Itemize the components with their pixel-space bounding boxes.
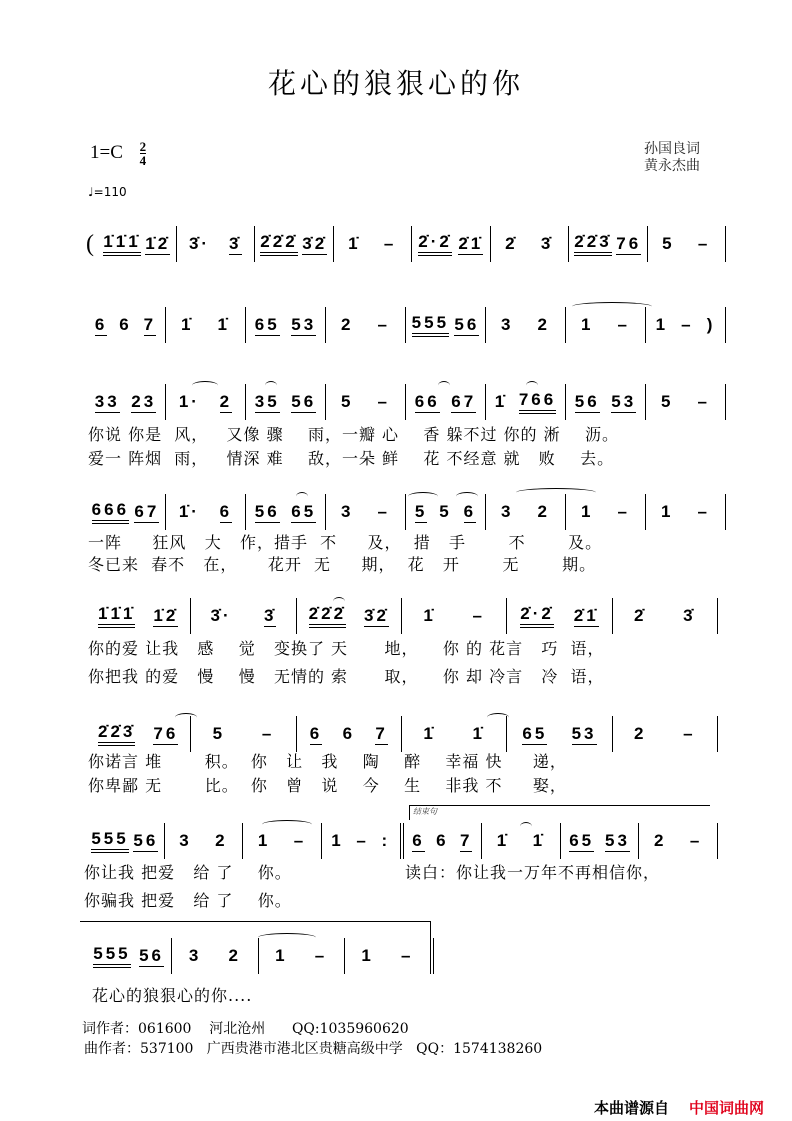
measure: [191, 716, 296, 752]
dash-extension: –: [683, 724, 696, 743]
lyrics-verse-1: 一阵 狂风 大 作，措手 不 及， 措 手 不 及。: [88, 533, 603, 552]
dash-extension: –: [617, 502, 630, 521]
note-group: 1̇2̇: [153, 605, 179, 625]
lyricist-credit: 孙国良词: [644, 141, 700, 157]
note-group: 3̇: [683, 606, 696, 625]
measure: [86, 938, 172, 974]
lyrics-verse-2: 你骗我 把爱 给 了 你。: [84, 891, 292, 910]
lyricist-info: 词作者：061600 河北沧州 QQ:1035960620: [82, 1021, 409, 1037]
note-group: 1: [257, 831, 271, 850]
measure: [297, 716, 402, 752]
staff-4: [86, 494, 726, 530]
note-group: 6: [94, 314, 108, 334]
tempo-marking: ♩=110: [88, 185, 127, 199]
note-group: 56: [254, 501, 280, 521]
note-group: 3̇: [229, 233, 242, 253]
measure: [246, 384, 326, 420]
note-group: 2: [633, 724, 647, 743]
measure: [86, 307, 166, 343]
note-group: 2: [341, 315, 354, 334]
staff-5: [86, 598, 718, 634]
measure: [561, 823, 640, 859]
note-group: 1: [655, 315, 669, 334]
song-title: 花心的狼狠心的你: [267, 67, 524, 100]
measure: [86, 384, 166, 420]
note-group: 76: [616, 233, 642, 253]
lyrics-verse-1: 你的爱 让我 感 觉 变换了 天 地， 你 的 花言 巧 语，: [88, 639, 605, 658]
note-group: 3: [188, 946, 202, 965]
measure: [646, 307, 726, 343]
slur-mark: [296, 492, 308, 501]
measure: [246, 307, 326, 343]
measure: [491, 226, 570, 262]
staff-8: [86, 938, 434, 974]
note-group: 3: [501, 315, 514, 334]
note-group: 6: [412, 830, 425, 850]
spoken-line: 读白：你让我一万年不再相信你，: [405, 863, 661, 882]
note-group: 23: [131, 391, 157, 411]
note-group: 2̇·2̇: [520, 604, 554, 628]
time-denominator: 4: [139, 153, 147, 168]
dash-extension: –: [377, 315, 390, 334]
repeat-paren: (: [86, 230, 94, 257]
note-group: 53: [611, 391, 637, 411]
dash-extension: –: [697, 234, 711, 253]
staff-1: [86, 226, 726, 262]
note-group: 7: [143, 314, 157, 334]
dash-extension: –: [697, 502, 710, 521]
note-group: 2̇·2̇: [418, 232, 452, 256]
note-group: 1: [661, 502, 674, 521]
note-group: 2: [654, 831, 667, 850]
note-group: 2: [219, 391, 233, 411]
measure: [98, 226, 177, 262]
composer-credit: 黄永杰曲: [644, 158, 700, 174]
note-group: 1: [361, 946, 374, 965]
slur-mark: [175, 713, 197, 722]
measure: [345, 938, 434, 974]
note-group: 3̇2̇: [302, 233, 328, 253]
note-group: 65: [291, 501, 317, 521]
note-group: 2̇2̇2̇: [260, 232, 297, 256]
measure: [486, 494, 566, 530]
dash-extension: –: [293, 831, 307, 850]
note-group: 5: [414, 501, 428, 521]
note-group: 666: [92, 500, 129, 524]
measure: [613, 598, 718, 634]
tie-mark: [572, 302, 652, 311]
measure: [402, 598, 507, 634]
measure: [322, 823, 404, 859]
note-group: 1̇1̇1̇: [103, 232, 140, 256]
measure: [569, 226, 648, 262]
measure: [566, 384, 646, 420]
note-group: 56: [574, 391, 600, 411]
measure: [166, 494, 246, 530]
measure: [191, 598, 296, 634]
source-watermark: [594, 1097, 764, 1118]
note-group: ): [706, 315, 716, 334]
measure: [566, 494, 646, 530]
key-signature: [90, 140, 146, 167]
measure: [507, 598, 612, 634]
measure: [507, 716, 612, 752]
slur-mark: [487, 713, 509, 722]
lyrics-verse-2: 爱一 阵烟 雨， 情深 难 敌，一朵 鲜 花 不经意 就 败 去。: [88, 449, 615, 468]
measure: [404, 823, 483, 859]
note-group: 53: [605, 830, 630, 850]
note-group: 6: [119, 315, 132, 334]
tie-mark: [262, 820, 312, 829]
note-group: 65: [254, 314, 280, 334]
measure: [297, 598, 402, 634]
measure: [165, 823, 244, 859]
note-group: 2̇: [505, 234, 518, 253]
note-group: 67: [451, 391, 477, 411]
note-group: 766: [519, 390, 556, 414]
slur-mark: [526, 381, 538, 390]
note-group: 3̇·: [188, 234, 211, 253]
note-group: 555: [91, 829, 128, 853]
note-group: 56: [291, 391, 317, 411]
measure: [166, 307, 246, 343]
note-group: 3̇: [263, 605, 277, 625]
dash-extension: –: [383, 234, 397, 253]
note-group: 1̇1̇1̇: [98, 604, 135, 628]
note-group: 3̇·: [210, 606, 232, 625]
dash-extension: –: [697, 392, 710, 411]
note-group: 7: [375, 723, 388, 743]
measure: [566, 307, 646, 343]
note-group: 2: [537, 502, 550, 521]
note-group: 35: [254, 391, 280, 411]
note-group: 5: [662, 234, 675, 253]
note-group: 1̇: [348, 234, 361, 253]
note-group: 555: [412, 313, 449, 337]
note-group: 5: [439, 502, 452, 521]
note-group: 2: [215, 831, 228, 850]
measure: [646, 384, 726, 420]
measure: [486, 307, 566, 343]
key: 1=C: [90, 141, 123, 163]
note-group: 3̇2̇: [364, 605, 389, 625]
measure: [334, 226, 413, 262]
measure: [648, 226, 727, 262]
ending-bracket: [409, 805, 710, 820]
measure: [86, 598, 191, 634]
dash-extension: –: [314, 946, 328, 965]
lyrics-verse-2: 你把我 的爱 慢 慢 无情的 索 取， 你 却 冷言 冷 语，: [88, 667, 605, 686]
slur-mark: [438, 381, 450, 390]
dash-extension: –: [356, 831, 369, 850]
measure: [613, 716, 718, 752]
note-group: 2̇2̇3̇: [574, 232, 611, 256]
note-group: 2: [228, 946, 241, 965]
measure: [326, 384, 406, 420]
note-group: 6: [463, 501, 477, 521]
note-group: 555: [93, 944, 130, 968]
note-group: 1̇: [217, 315, 230, 334]
credits: [644, 141, 700, 175]
note-group: 33: [94, 391, 120, 411]
measure: [646, 494, 726, 530]
slur-mark: [408, 492, 438, 501]
note-group: 1̇: [532, 831, 546, 850]
measure: [246, 494, 326, 530]
time-numerator: 2: [139, 139, 147, 154]
note-group: 2̇1̇: [458, 233, 484, 253]
dash-extension: –: [472, 606, 485, 625]
dash-extension: –: [617, 315, 630, 334]
note-group: 3: [501, 502, 514, 521]
lyrics-verse-2: 你卑鄙 无 比。 你 曾 说 今 生 非我 不 娶，: [88, 776, 567, 795]
slur-mark: [520, 822, 532, 831]
note-group: 53: [571, 723, 597, 743]
note-group: 2̇2̇2̇: [309, 604, 346, 628]
note-group: 1: [581, 315, 594, 334]
lyrics-ending: 花心的狼狠心的你....: [92, 986, 253, 1005]
slur-mark: [456, 492, 478, 501]
note-group: 1: [331, 831, 344, 850]
dash-extension: –: [261, 724, 275, 743]
note-group: 6: [342, 724, 356, 743]
time-signature: [140, 140, 147, 167]
note-group: 1̇: [423, 724, 436, 743]
measure: [326, 307, 406, 343]
note-group: 1̇: [472, 724, 485, 743]
slur-mark: [333, 597, 345, 606]
composer-info: 曲作者：537100 广西贵港市港北区贵糖高级中学 QQ：1574138260: [84, 1041, 543, 1057]
note-group: 1̇2̇: [145, 233, 171, 253]
note-group: 6: [219, 501, 233, 521]
note-group: 56: [133, 830, 159, 850]
note-group: 76: [153, 723, 179, 743]
note-group: 2: [537, 315, 550, 334]
dash-extension: –: [400, 946, 414, 965]
note-group: 65: [569, 830, 595, 850]
dash-extension: –: [377, 502, 390, 521]
measure: [255, 226, 334, 262]
note-group: 1: [581, 502, 594, 521]
note-group: 1·: [178, 392, 200, 411]
tie-mark: [516, 488, 596, 497]
measure: [406, 307, 486, 343]
note-group: 5: [212, 724, 226, 743]
source-site-link[interactable]: 中国词曲网: [688, 1099, 764, 1117]
note-group: 7: [459, 830, 473, 850]
staff-7: [86, 823, 718, 859]
measure: [412, 226, 491, 262]
staff-2: [86, 307, 726, 343]
dash-extension: –: [377, 392, 390, 411]
measure: [177, 226, 256, 262]
note-group: 1̇: [181, 315, 194, 334]
tie-mark: [258, 933, 316, 942]
slur-mark: [192, 381, 218, 390]
lyrics-verse-1: 你让我 把爱 给 了 你。: [84, 863, 292, 882]
note-group: 5: [341, 392, 354, 411]
lyrics-verse-1: 你诺言 堆 积。 你 让 我 陶 醉 幸福 快 递，: [88, 752, 567, 771]
note-group: 1̇: [423, 606, 436, 625]
note-group: 2̇2̇3̇: [98, 722, 135, 746]
note-group: 2̇: [633, 606, 647, 625]
note-group: 53: [291, 314, 317, 334]
slur-mark: [265, 381, 277, 390]
note-group: 6: [309, 723, 323, 743]
note-group: 1: [275, 946, 288, 965]
measure: [639, 823, 718, 859]
measure: [326, 494, 406, 530]
measure: [172, 938, 258, 974]
note-group: 66: [414, 391, 440, 411]
note-group: 2̇1̇: [573, 605, 599, 625]
note-group: 56: [454, 314, 480, 334]
ending-label: 结束句: [413, 807, 437, 816]
note-group: 3: [179, 831, 192, 850]
dash-extension: –: [689, 831, 703, 850]
note-group: 1̇: [496, 831, 510, 850]
note-group: 1̇: [494, 392, 508, 411]
staff-3: [86, 384, 726, 420]
note-group: 5: [661, 392, 674, 411]
note-group: 56: [139, 945, 164, 965]
measure: [86, 823, 165, 859]
measure: [259, 938, 345, 974]
note-group: 67: [134, 501, 160, 521]
dash-extension: –: [681, 315, 694, 334]
note-group: :: [381, 831, 391, 850]
lyrics-verse-2: 冬已来 春不 在， 花开 无 期， 花 开 无 期。: [88, 555, 597, 574]
note-group: 3: [341, 502, 354, 521]
note-group: 65: [522, 723, 548, 743]
note-group: 6: [436, 831, 449, 850]
note-group: 1̇·: [178, 502, 200, 521]
lyrics-verse-1: 你说 你是 风， 又像 骤 雨，一瓣 心 香 躲不过 你的 淅 沥。: [88, 425, 619, 444]
note-group: 3̇: [540, 234, 554, 253]
source-prefix: 本曲谱源自: [593, 1099, 669, 1117]
measure: [86, 494, 166, 530]
